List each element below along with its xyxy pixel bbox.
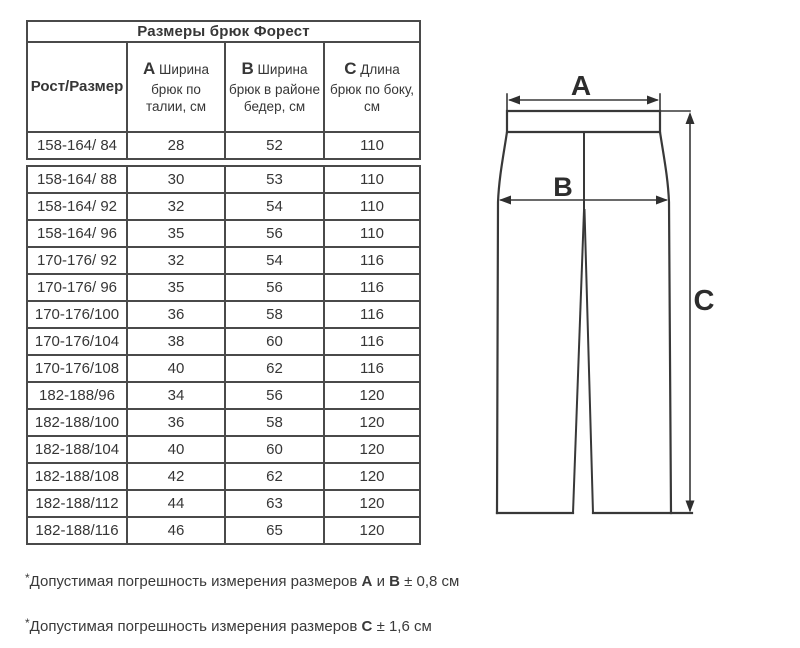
table-title-row (27, 21, 420, 42)
value-cell: 40 (127, 436, 225, 463)
trousers-diagram (460, 60, 790, 530)
col-header-c (324, 42, 420, 132)
value-cell: 52 (225, 132, 324, 159)
value-cell: 58 (225, 301, 324, 328)
footnote-ab-text: Допустимая погрешность измерения размеров (29, 573, 358, 590)
footnote-ab-letter-a: A (361, 573, 373, 590)
size-cell: 182-188/104 (27, 436, 127, 463)
size-cell: 170-176/104 (27, 328, 127, 355)
size-cell: 158-164/ 84 (27, 132, 127, 159)
arrowhead-left-b-icon (499, 196, 511, 205)
value-cell: 54 (225, 247, 324, 274)
footnote-c-tail: ± 1,6 см (376, 618, 432, 635)
value-cell: 36 (127, 409, 225, 436)
value-cell: 34 (127, 382, 225, 409)
value-cell: 40 (127, 355, 225, 382)
value-cell: 58 (225, 409, 324, 436)
table-title: Размеры брюк Форест (27, 21, 420, 42)
value-cell: 36 (127, 301, 225, 328)
value-cell: 120 (324, 409, 420, 436)
right-leg-outer-edge (660, 132, 671, 513)
col-header-b (225, 42, 324, 132)
table-row (27, 247, 420, 274)
table-row (27, 436, 420, 463)
value-cell: 54 (225, 193, 324, 220)
size-cell: 170-176/ 96 (27, 274, 127, 301)
table-row (27, 274, 420, 301)
value-cell: 32 (127, 247, 225, 274)
col-letter-a: A (143, 59, 156, 79)
value-cell: 56 (225, 220, 324, 247)
value-cell: 116 (324, 301, 420, 328)
value-cell: 62 (225, 463, 324, 490)
arrowhead-down-c-icon (686, 501, 695, 513)
table-row (27, 409, 420, 436)
table-row (27, 220, 420, 247)
arrowhead-right-b-icon (656, 196, 668, 205)
table-row (27, 301, 420, 328)
col-text-c: Длина брюк по боку, см (330, 62, 415, 115)
asterisk-icon: * (25, 571, 30, 585)
value-cell: 110 (324, 220, 420, 247)
value-cell: 38 (127, 328, 225, 355)
value-cell: 60 (225, 436, 324, 463)
footnote-ab-letter-b: B (389, 573, 400, 590)
value-cell: 42 (127, 463, 225, 490)
table-row (27, 490, 420, 517)
arrowhead-up-c-icon (686, 112, 695, 124)
size-table (26, 20, 419, 545)
table-row (27, 382, 420, 409)
col-header-a (127, 42, 225, 132)
value-cell: 120 (324, 436, 420, 463)
value-cell: 28 (127, 132, 225, 159)
arrowhead-left-a-icon (508, 96, 520, 105)
value-cell: 65 (225, 517, 324, 544)
table-row (27, 355, 420, 382)
col-letter-c: C (344, 59, 357, 79)
value-cell: 53 (225, 166, 324, 193)
footnote-c-letter: C (361, 618, 373, 635)
footnote-ab-tail: ± 0,8 см (404, 573, 460, 590)
footnote-ab-mid: и (376, 573, 385, 590)
value-cell: 116 (324, 274, 420, 301)
left-leg-outer-edge (497, 132, 507, 513)
value-cell: 116 (324, 328, 420, 355)
value-cell: 120 (324, 517, 420, 544)
table-rows-body (27, 166, 420, 544)
value-cell: 116 (324, 247, 420, 274)
waistband-outline (507, 111, 660, 132)
value-cell: 63 (225, 490, 324, 517)
value-cell: 35 (127, 274, 225, 301)
size-cell: 182-188/108 (27, 463, 127, 490)
size-table-head-section (26, 20, 421, 160)
col-text-a: Ширина брюк по талии, см (145, 62, 209, 115)
size-cell: 182-188/116 (27, 517, 127, 544)
value-cell: 56 (225, 382, 324, 409)
table-row (27, 132, 420, 159)
value-cell: 32 (127, 193, 225, 220)
diagram-label-a: A (570, 70, 592, 101)
size-cell: 170-176/100 (27, 301, 127, 328)
value-cell: 30 (127, 166, 225, 193)
footnote-c-text: Допустимая погрешность измерения размеров (29, 618, 358, 635)
col-letter-b: B (241, 59, 254, 79)
value-cell: 116 (324, 355, 420, 382)
table-row (27, 517, 420, 544)
value-cell: 62 (225, 355, 324, 382)
value-cell: 120 (324, 490, 420, 517)
value-cell: 35 (127, 220, 225, 247)
value-cell: 110 (324, 193, 420, 220)
table-header-row (27, 42, 420, 132)
size-table-rows-section (26, 165, 421, 545)
asterisk-icon: * (25, 616, 30, 630)
value-cell: 44 (127, 490, 225, 517)
arrowhead-right-a-icon (647, 96, 659, 105)
value-cell: 60 (225, 328, 324, 355)
value-cell: 110 (324, 132, 420, 159)
col-header-size: Рост/Размер (27, 42, 127, 132)
footnote-c (25, 616, 432, 635)
size-cell: 170-176/ 92 (27, 247, 127, 274)
right-leg-inner-edge (585, 210, 594, 513)
table-row (27, 166, 420, 193)
table-row (27, 328, 420, 355)
diagram-label-b: B (553, 172, 573, 202)
size-cell: 158-164/ 96 (27, 220, 127, 247)
value-cell: 56 (225, 274, 324, 301)
diagram-label-c: C (693, 285, 715, 317)
size-cell: 158-164/ 92 (27, 193, 127, 220)
col-text-b: Ширина брюк в районе бедер, см (229, 62, 320, 115)
value-cell: 120 (324, 382, 420, 409)
size-cell: 182-188/96 (27, 382, 127, 409)
size-cell: 158-164/ 88 (27, 166, 127, 193)
size-cell: 170-176/108 (27, 355, 127, 382)
size-cell: 182-188/100 (27, 409, 127, 436)
value-cell: 120 (324, 463, 420, 490)
value-cell: 110 (324, 166, 420, 193)
table-first-body (27, 132, 420, 159)
table-row (27, 193, 420, 220)
footnote-ab (25, 571, 459, 590)
left-leg-inner-edge (573, 210, 584, 513)
table-row (27, 463, 420, 490)
size-cell: 182-188/112 (27, 490, 127, 517)
value-cell: 46 (127, 517, 225, 544)
